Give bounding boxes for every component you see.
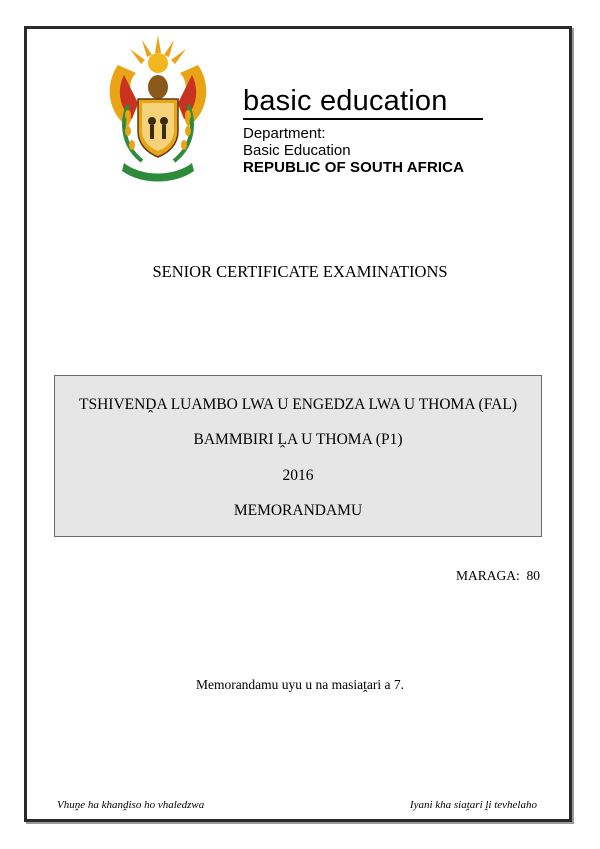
department-header [243, 85, 483, 176]
footer-copyright: Vhuṋe ha khanḓiso ho vhaledzwa [57, 799, 205, 811]
coat-of-arms-icon [98, 35, 218, 185]
subject-name: TSHIVENḒA LUAMBO LWA U ENGEDZA LWA U THOMA (FAL) [79, 396, 517, 413]
exam-year: 2016 [282, 467, 314, 484]
total-marks: MARAGA: 80 [455, 568, 540, 583]
brand-name: basic education [243, 85, 448, 117]
footer-turn-over: Iyani kha siaṱari ḽi tevhelaho [409, 799, 537, 811]
paper-number: BAMMBIRI ḼA U THOMA (P1) [193, 431, 403, 448]
document-type: MEMORANDAMU [233, 502, 363, 519]
brand-underline [243, 118, 483, 120]
department-label: Department: [243, 125, 326, 142]
country-name: REPUBLIC OF SOUTH AFRICA [243, 159, 465, 176]
subject-box [54, 375, 542, 537]
department-name: Basic Education [243, 142, 351, 159]
exam-title: SENIOR CERTIFICATE EXAMINATIONS [152, 262, 448, 281]
page-count-note: Memorandamu uyu u na masiaṱari a 7. [195, 677, 405, 692]
